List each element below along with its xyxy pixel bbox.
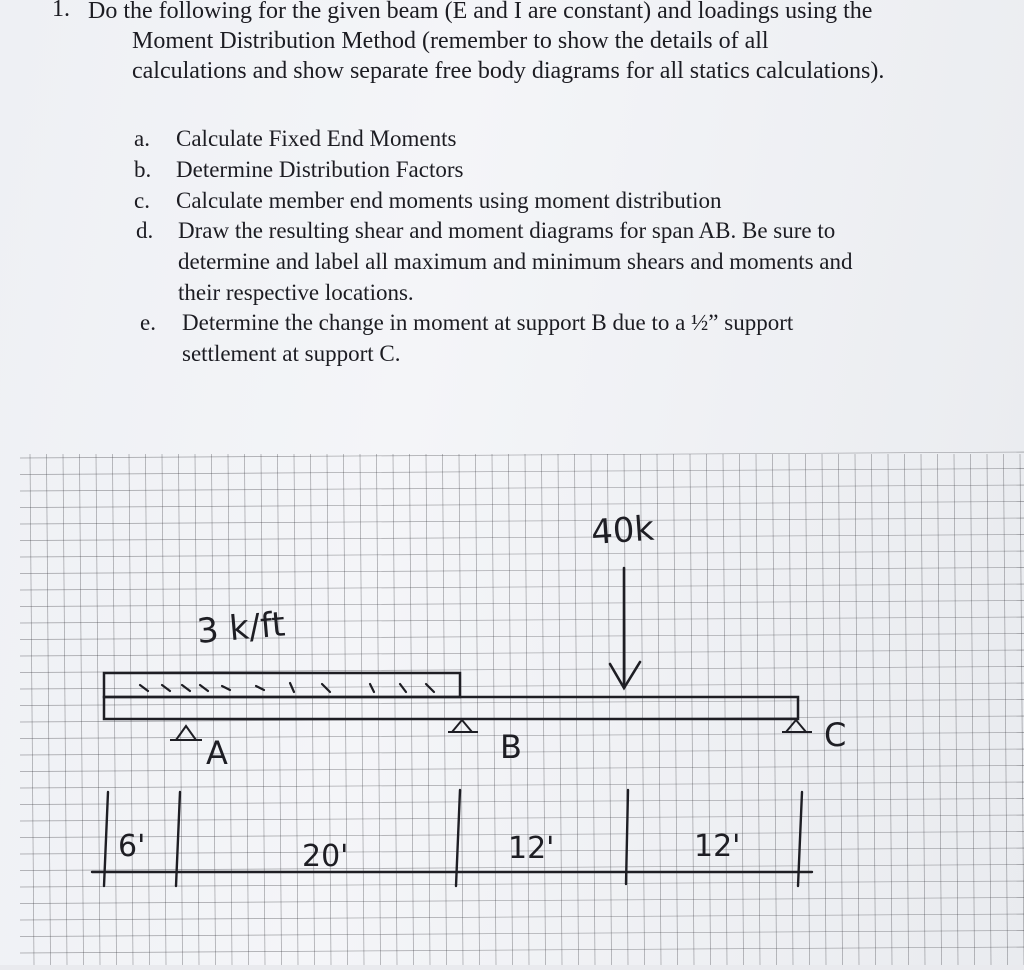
roller-support-icon: [448, 720, 478, 732]
task-text: Determine Distribution Factors: [176, 157, 464, 182]
problem-number: 1.: [52, 0, 70, 22]
distributed-load-label: 3 k/ft: [195, 604, 287, 652]
intro-line: calculations and show separate free body diagrams for all statics calculations).: [132, 58, 885, 84]
task-text: determine and label all maximum and minimum shears and moments and: [178, 249, 853, 274]
dimension-label: 20': [302, 839, 349, 874]
task-letter: b.: [134, 157, 152, 182]
point-load-label: 40k: [589, 508, 656, 553]
support-label: B: [500, 728, 522, 766]
dimension-label: 12': [694, 829, 741, 864]
task-text: Calculate Fixed End Moments: [176, 126, 457, 151]
graph-paper-grid: [20, 452, 1024, 965]
task-text: Determine the change in moment at support B due to a ½” support: [182, 310, 794, 335]
beam-diagram: [0, 440, 1024, 965]
task-text: Calculate member end moments using moment distribution: [176, 188, 722, 213]
task-text: their respective locations.: [178, 280, 414, 305]
support-label: A: [206, 734, 228, 772]
support-label: C: [824, 716, 847, 754]
task-text: settlement at support C.: [182, 341, 401, 366]
dimension-label: 12': [508, 831, 555, 866]
beam-diagram-svg: [0, 440, 1024, 965]
intro-line: Moment Distribution Method (remember to show the details of all: [132, 28, 769, 54]
intro-line: Do the following for the given beam (E and I are constant) and loadings using the: [88, 0, 873, 24]
task-letter: e.: [140, 310, 156, 335]
problem-intro: [88, 0, 1008, 86]
task-text: Draw the resulting shear and moment diagrams for span AB. Be sure to: [178, 218, 836, 243]
distributed-load: [104, 673, 460, 697]
beam: [104, 697, 798, 719]
dimension-label: 6': [118, 829, 146, 864]
task-letter: a.: [134, 126, 150, 151]
task-letter: c.: [134, 188, 150, 213]
task-letter: d.: [136, 218, 154, 243]
